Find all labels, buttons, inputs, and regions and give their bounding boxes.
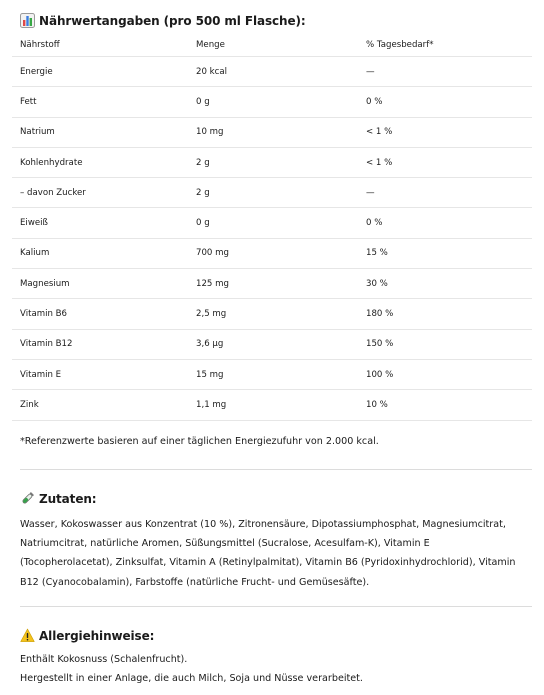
- nutrient-amount: 2 g: [188, 178, 358, 208]
- column-header-nutrient: Nährstoff: [12, 33, 188, 57]
- table-row: [12, 269, 532, 299]
- section-divider: [20, 469, 532, 470]
- nutrient-amount: 1,1 mg: [188, 390, 358, 420]
- nutrient-daily-value: 0 %: [358, 87, 532, 117]
- nutrient-daily-value: 30 %: [358, 269, 532, 299]
- nutrient-daily-value: 0 %: [358, 208, 532, 238]
- nutrient-name: Kohlenhydrate: [12, 147, 188, 177]
- nutrient-name: – davon Zucker: [12, 178, 188, 208]
- warning-icon: [20, 628, 35, 643]
- nutrient-name: Vitamin B6: [12, 299, 188, 329]
- nutrient-amount: 3,6 µg: [188, 329, 358, 359]
- nutrient-daily-value: —: [358, 57, 532, 87]
- column-header-daily-value: % Tagesbedarf*: [358, 33, 532, 57]
- nutrient-amount: 20 kcal: [188, 57, 358, 87]
- nutrition-heading-text: Nährwertangaben (pro 500 ml Flasche):: [39, 13, 306, 28]
- reference-footnote: *Referenzwerte basieren auf einer täglichen Energiezufuhr von 2.000 kcal.: [20, 436, 379, 447]
- nutrient-name: Kalium: [12, 238, 188, 268]
- ingredients-heading: [20, 491, 97, 506]
- table-row: [12, 329, 532, 359]
- test-tube-icon: [20, 491, 35, 506]
- table-row: [12, 117, 532, 147]
- table-row: [12, 390, 532, 420]
- nutrition-table: [12, 33, 532, 421]
- section-divider: [20, 606, 532, 607]
- bar-chart-icon: [20, 13, 35, 28]
- table-row: [12, 57, 532, 87]
- nutrient-name: Eiweiß: [12, 208, 188, 238]
- allergy-heading-text: Allergiehinweise:: [39, 628, 155, 643]
- nutrient-name: Zink: [12, 390, 188, 420]
- allergy-facility-text: Hergestellt in einer Anlage, die auch Milch, Soja und Nüsse verarbeitet.: [20, 673, 363, 684]
- nutrient-amount: 125 mg: [188, 269, 358, 299]
- allergy-heading: [20, 628, 154, 643]
- nutrient-amount: 0 g: [188, 208, 358, 238]
- column-header-amount: Menge: [188, 33, 358, 57]
- nutrient-name: Magnesium: [12, 269, 188, 299]
- nutrient-daily-value: 180 %: [358, 299, 532, 329]
- table-header-row: [12, 33, 532, 57]
- nutrient-daily-value: —: [358, 178, 532, 208]
- nutrient-amount: 10 mg: [188, 117, 358, 147]
- nutrient-daily-value: 100 %: [358, 359, 532, 389]
- nutrient-daily-value: < 1 %: [358, 117, 532, 147]
- nutrient-daily-value: < 1 %: [358, 147, 532, 177]
- table-row: [12, 299, 532, 329]
- nutrition-heading: [20, 13, 306, 28]
- table-row: [12, 359, 532, 389]
- table-row: [12, 87, 532, 117]
- table-row: [12, 208, 532, 238]
- ingredients-heading-text: Zutaten:: [39, 491, 97, 506]
- nutrient-name: Vitamin B12: [12, 329, 188, 359]
- nutrient-name: Vitamin E: [12, 359, 188, 389]
- nutrient-amount: 0 g: [188, 87, 358, 117]
- nutrient-name: Energie: [12, 57, 188, 87]
- nutrient-name: Natrium: [12, 117, 188, 147]
- nutrient-amount: 2,5 mg: [188, 299, 358, 329]
- table-row: [12, 147, 532, 177]
- nutrient-daily-value: 150 %: [358, 329, 532, 359]
- nutrient-amount: 2 g: [188, 147, 358, 177]
- nutrient-daily-value: 10 %: [358, 390, 532, 420]
- table-row: [12, 238, 532, 268]
- table-row: [12, 178, 532, 208]
- nutrient-daily-value: 15 %: [358, 238, 532, 268]
- nutrient-amount: 15 mg: [188, 359, 358, 389]
- nutrient-name: Fett: [12, 87, 188, 117]
- ingredients-text: Wasser, Kokoswasser aus Konzentrat (10 %), Zitronensäure, Dipotassiumphosphat, Magnesiumcitrat, Natriumcitrat, natürliche Aromen, Süßungsmittel (Sucralose, Acesulfam-K), Vitamin E (Tocopherolacetat), Zinksulfat, Vitamin A (Retinylpalmitat), Vitamin B6 (Pyridoxinhydrochlorid), Vitamin B12 (Cyanocobalamin), Farbstoffe (natürliche Frucht- und Gemüsesäfte).: [20, 519, 516, 588]
- nutrient-amount: 700 mg: [188, 238, 358, 268]
- allergy-contains-text: Enthält Kokosnuss (Schalenfrucht).: [20, 654, 188, 665]
